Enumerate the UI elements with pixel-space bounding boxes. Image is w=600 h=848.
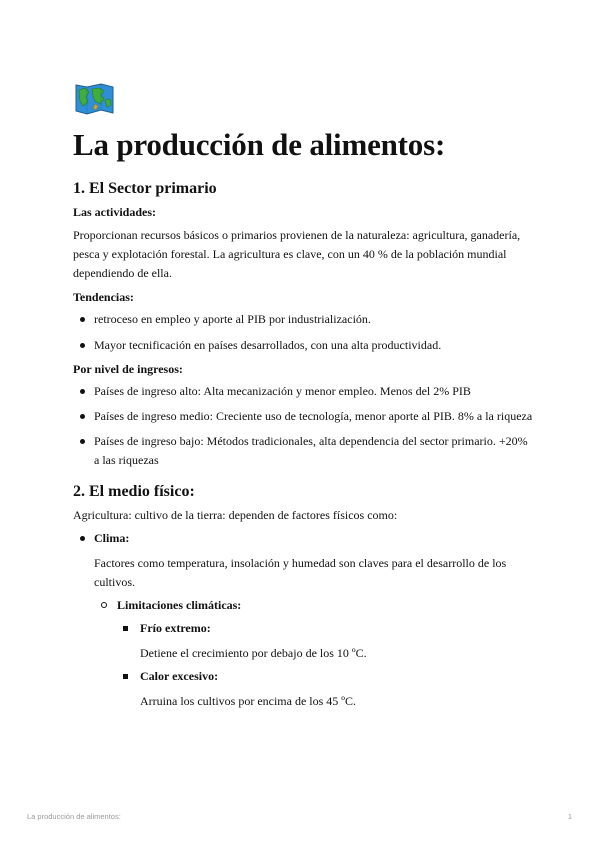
tendencias-list: [73, 310, 533, 355]
limitacion-description: Arruina los cultivos por encima de los 45 ºC.: [140, 694, 357, 708]
limitacion-title: Calor excesivo:: [140, 669, 219, 683]
factores-list: [73, 529, 533, 711]
ingresos-label: Por nivel de ingresos:: [73, 362, 183, 376]
list-item: [117, 619, 533, 663]
actividades-label: Las actividades:: [73, 205, 157, 219]
list-item: [117, 667, 533, 711]
section-heading-medio-fisico: 2. El medio físico:: [73, 483, 195, 500]
clima-description: Factores como temperatura, insolación y humedad son claves para el desarrollo de los cultivos.: [94, 556, 507, 589]
footer-page-number: 1: [567, 812, 572, 821]
world-map-icon: [73, 82, 115, 116]
list-item: Países de ingreso bajo: Métodos tradicionales, alta dependencia del sector primario. +20% a las riquezas: [73, 432, 533, 470]
limitacion-title: Frío extremo:: [140, 621, 211, 635]
list-item-limitaciones: [94, 596, 533, 711]
list-item: Mayor tecnificación en países desarrollados, con una alta productividad.: [73, 336, 533, 355]
section-heading-sector-primario: 1. El Sector primario: [73, 180, 217, 197]
list-item: Países de ingreso medio: Creciente uso de tecnología, menor aporte al PIB. 8% a la riqueza: [73, 407, 533, 426]
limitaciones-title: Limitaciones climáticas:: [117, 598, 242, 612]
footer-doc-title: La producción de alimentos:: [27, 812, 121, 821]
medio-fisico-intro: Agricultura: cultivo de la tierra: dependen de factores físicos como:: [73, 508, 398, 522]
tendencias-label: Tendencias:: [73, 290, 134, 304]
list-item: retroceso en empleo y aporte al PIB por industrialización.: [73, 310, 533, 329]
limitaciones-items: [117, 619, 533, 711]
limitaciones-list: [94, 596, 533, 711]
list-item-clima: [73, 529, 533, 711]
page-title: La producción de alimentos:: [73, 127, 446, 162]
clima-title: Clima:: [94, 531, 130, 545]
limitacion-description: Detiene el crecimiento por debajo de los 10 ºC.: [140, 646, 367, 660]
actividades-paragraph: Proporcionan recursos básicos o primarios provienen de la naturaleza: agricultura, ganadería, pesca y explotación forestal. La agricultura es clave, con un 40 % de la población mundial dependiendo de ella.: [73, 228, 521, 280]
list-item: Países de ingreso alto: Alta mecanización y menor empleo. Menos del 2% PIB: [73, 382, 533, 401]
ingresos-list: [73, 382, 533, 470]
document-page: [73, 82, 533, 711]
